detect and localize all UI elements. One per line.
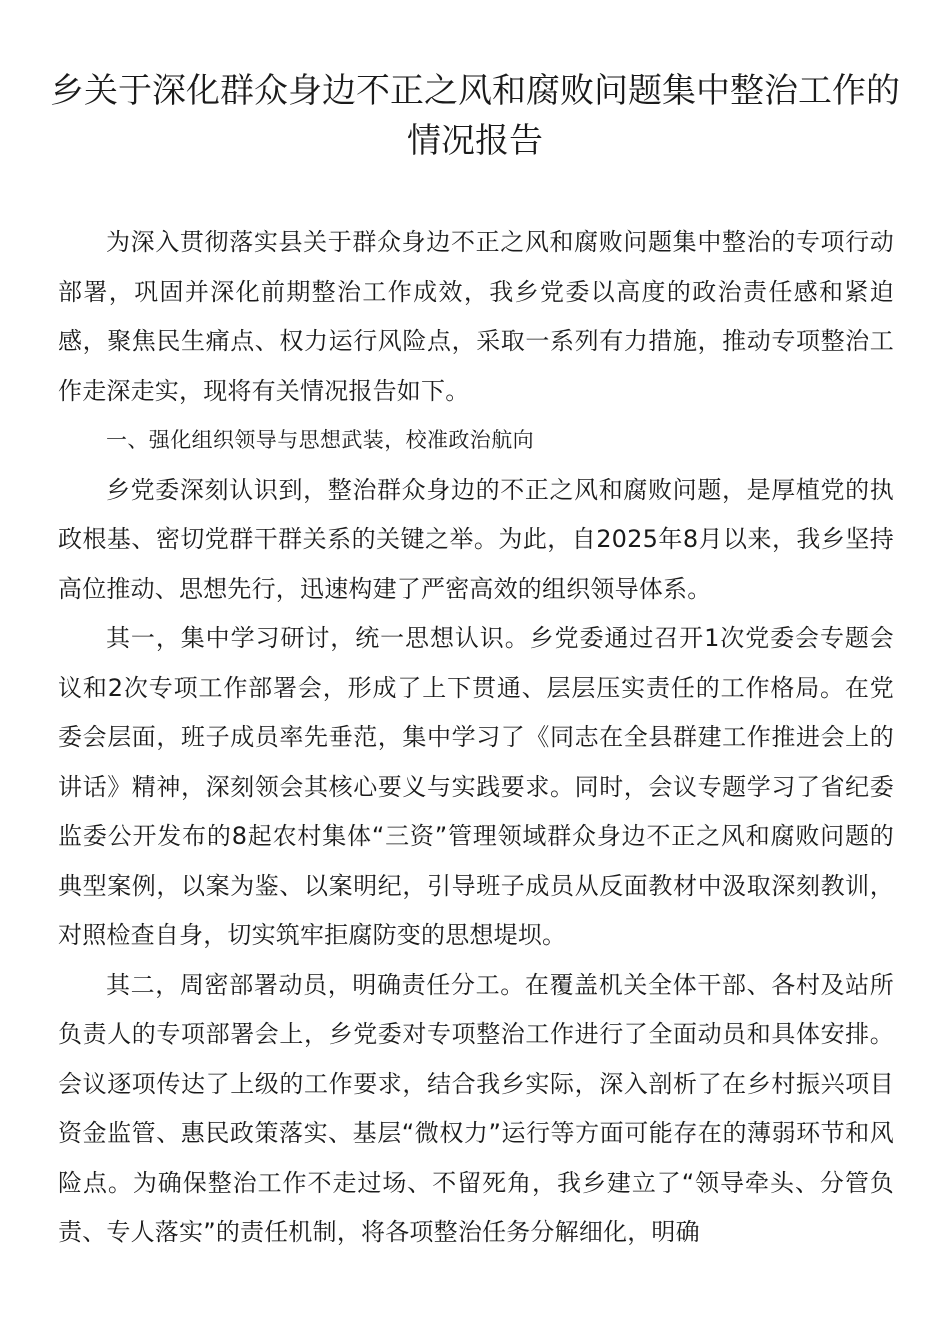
document-body — [58, 218, 894, 1258]
intro-paragraph: 为深入贯彻落实县关于群众身边不正之风和腐败问题集中整治的专项行动部署，巩固并深化前期整治工作成效，我乡党委以高度的政治责任感和紧迫感，聚焦民生痛点、权力运行风险点，采取一系列有力措施，推动专项整治工作走深走实，现将有关情况报告如下。 — [58, 228, 894, 405]
section-heading-1: 一、强化组织领导与思想武装，校准政治航向 — [106, 428, 534, 452]
point-2-paragraph: 其二，周密部署动员，明确责任分工。在覆盖机关全体干部、各村及站所负责人的专项部署会上，乡党委对专项整治工作进行了全面动员和具体安排。会议逐项传达了上级的工作要求，结合我乡实际，深入剖析了在乡村振兴项目资金监管、惠民政策落实、基层“微权力”运行等方面可能存在的薄弱环节和风险点。为确保整治工作不走过场、不留死角，我乡建立了“领导牵头、分管负责、专人落实”的责任机制，将各项整治任务分解细化，明确 — [58, 970, 894, 1246]
document-title: 乡关于深化群众身边不正之风和腐败问题集中整治工作的情况报告 — [50, 71, 900, 161]
section-1-paragraph: 乡党委深刻认识到，整治群众身边的不正之风和腐败问题，是厚植党的执政根基、密切党群干群关系的关键之举。为此，自2025年8月以来，我乡坚持高位推动、思想先行，迅速构建了严密高效的组织领导体系。 — [58, 475, 894, 603]
point-1-paragraph: 其一，集中学习研讨，统一思想认识。乡党委通过召开1次党委会专题会议和2次专项工作部署会，形成了上下贯通、层层压实责任的工作格局。在党委会层面，班子成员率先垂范，集中学习了《同志在全县群建工作推进会上的讲话》精神，深刻领会其核心要义与实践要求。同时，会议专题学习了省纪委监委公开发布的8起农村集体“三资”管理领域群众身边不正之风和腐败问题的典型案例，以案为鉴、以案明纪，引导班子成员从反面教材中汲取深刻教训，对照检查自身，切实筑牢拒腐防变的思想堤坝。 — [58, 624, 894, 949]
